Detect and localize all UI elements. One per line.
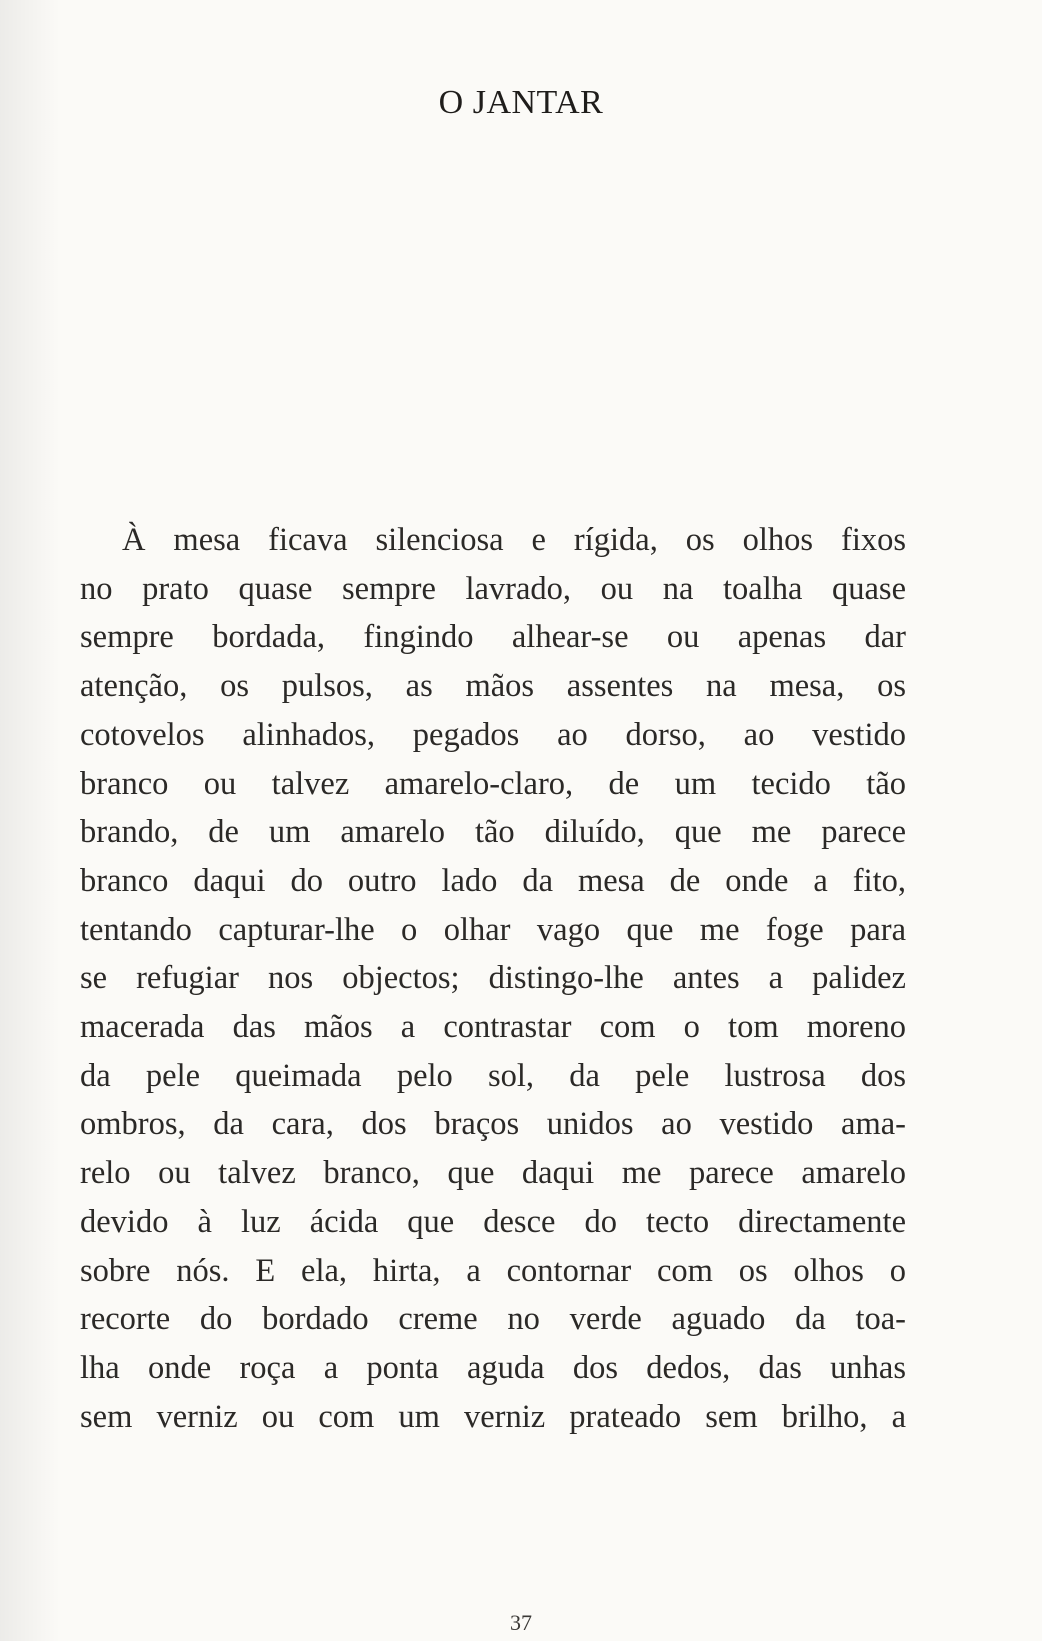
chapter-title: O JANTAR bbox=[438, 84, 604, 121]
text-line: relo ou talvez branco, que daqui me parece amarelo bbox=[80, 1155, 906, 1192]
text-line: branco ou talvez amarelo-claro, de um tecido tão bbox=[80, 765, 906, 802]
text-line: no prato quase sempre lavrado, ou na toalha quase bbox=[80, 570, 906, 607]
text-line: devido à luz ácida que desce do tecto directamente bbox=[80, 1203, 906, 1240]
text-line: À mesa ficava silenciosa e rígida, os olhos fixos bbox=[122, 522, 906, 558]
body-paragraph bbox=[80, 516, 906, 1441]
text-line: lha onde roça a ponta aguda dos dedos, das unhas bbox=[80, 1349, 906, 1386]
binding-shadow bbox=[0, 0, 60, 1641]
text-line: brando, de um amarelo tão diluído, que me parece bbox=[80, 814, 906, 851]
text-line: ombros, da cara, dos braços unidos ao vestido ama- bbox=[80, 1106, 906, 1143]
text-line: sobre nós. E ela, hirta, a contornar com os olhos o bbox=[80, 1252, 906, 1289]
text-line: sempre bordada, fingindo alhear-se ou apenas dar bbox=[80, 619, 906, 656]
text-line: cotovelos alinhados, pegados ao dorso, ao vestido bbox=[80, 716, 906, 753]
text-line: branco daqui do outro lado da mesa de onde a fito, bbox=[80, 862, 906, 899]
page-number: 37 bbox=[510, 1610, 532, 1635]
text-line: macerada das mãos a contrastar com o tom moreno bbox=[80, 1009, 906, 1046]
text-line: recorte do bordado creme no verde aguado da toa- bbox=[80, 1301, 906, 1338]
text-line: da pele queimada pelo sol, da pele lustrosa dos bbox=[80, 1057, 906, 1094]
text-line: atenção, os pulsos, as mãos assentes na mesa, os bbox=[80, 668, 906, 705]
text-line: tentando capturar-lhe o olhar vago que me foge para bbox=[80, 911, 906, 948]
text-line: sem verniz ou com um verniz prateado sem brilho, a bbox=[80, 1398, 906, 1435]
text-line: se refugiar nos objectos; distingo-lhe antes a palidez bbox=[80, 960, 906, 997]
